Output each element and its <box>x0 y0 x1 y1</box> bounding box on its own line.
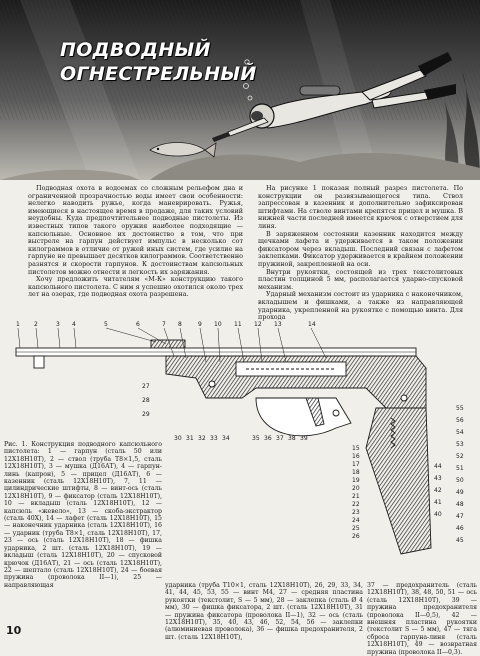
callout-label: 7 <box>162 321 166 328</box>
callout-label: 14 <box>308 321 316 328</box>
callout-label: 34 <box>222 435 230 442</box>
callout-label: 8 <box>178 321 182 328</box>
callout-label: 16 <box>352 453 360 460</box>
callout-label: 23 <box>352 509 360 516</box>
callout-label: 55 <box>456 405 464 412</box>
callout-label: 53 <box>456 441 464 448</box>
callout-label: 45 <box>456 537 464 544</box>
description-paragraph: Внутри рукоятки, состоящей из трех текстолитовых пластин толщиной 5 мм, располагается ударно-спусковой механизм. <box>258 267 463 291</box>
callout-label: 43 <box>434 475 442 482</box>
article-title <box>60 38 257 86</box>
callout-label: 26 <box>352 533 360 540</box>
title-line-2: ОГНЕСТРЕЛЬНЫЙ <box>60 63 257 85</box>
callout-label: 27 <box>142 383 150 390</box>
callout-label: 15 <box>352 445 360 452</box>
callout-label: 2 <box>34 321 38 328</box>
callout-label: 40 <box>434 511 442 518</box>
trigger-guard-shape <box>256 398 351 436</box>
callout-label: 29 <box>142 411 150 418</box>
underwater-scene-illustration <box>0 0 480 180</box>
callout-label: 33 <box>210 435 218 442</box>
figure-caption-part-3: 37 — предохранитель (сталь 12Х18Н10Т), 38, 48, 50, 51 — ось (сталь 12Х18Н10Т), 39 — пружина предохранителя (проволока II—0,5), 42 — внешняя пластина рукоятки (текстолит S — 5 мм), 47 — тяга сброса гарпуна-линя (сталь 12Х18Н10Т), 49 — возвратная пружина (проволока II—0,3). <box>367 582 477 656</box>
callout-label: 11 <box>234 321 242 328</box>
callout-label: 4 <box>72 321 76 328</box>
description-paragraph: Ударный механизм состоит из ударника с наконечником, вкладышем и фишками, а также из направляющей ударника, укрепленной на рукоятке с помощью винта. Для прохода <box>258 290 463 322</box>
callout-label: 6 <box>136 321 140 328</box>
callout-label: 13 <box>274 321 282 328</box>
callout-label: 5 <box>104 321 108 328</box>
callout-label: 12 <box>254 321 262 328</box>
title-line-1: ПОДВОДНЫЙ <box>60 39 211 61</box>
callout-label: 9 <box>198 321 202 328</box>
callout-label: 36 <box>264 435 272 442</box>
callout-label: 18 <box>352 469 360 476</box>
callout-label: 35 <box>252 435 260 442</box>
figure-caption-part-2: ударника (труба Т10×1, сталь 12Х18Н10Т), 26, 29, 33, 34, 41, 44, 45, 53, 55 — винт М4, 27 — средняя пластина рукоятки (текстолит, S — 5 мм), 28 — заклепка (сталь Ø 4 мм), 30 — фишка фиксатора, 2 шт. (сталь 12Х18Н10Т), 31 — пружина фиксатора (проволока II—1), 32 — ось (сталь 12Х18Н10Т), 35, 40, 43, 46, 52, 54, 56 — заклепки (алюминиевая проволока), 36 — фишка предохранителя, 2 шт. (сталь 12Х18Н10Т), <box>165 582 363 641</box>
grip-shape <box>366 408 431 554</box>
page-number: 10 <box>6 624 22 637</box>
callout-label: 42 <box>434 487 442 494</box>
callout-label: 52 <box>456 453 464 460</box>
callout-label: 10 <box>214 321 222 328</box>
callout-label: 24 <box>352 517 360 524</box>
description-paragraph: На рисунке 1 показан полный разрез пистолета. По конструкции он развязывающегося типа. Ствол запрессован в казенник и дополнительно зафиксирован штифтами. На стволе винтами крепятся прицел и мушка. В нижней части последней имеется крючок с отверстием для линя. <box>258 184 463 230</box>
callout-label: 3 <box>56 321 60 328</box>
callout-label: 47 <box>456 513 464 520</box>
callout-label: 56 <box>456 417 464 424</box>
callout-label: 38 <box>288 435 296 442</box>
callout-label: 1 <box>16 321 20 328</box>
callout-label: 21 <box>352 493 360 500</box>
callout-label: 39 <box>300 435 308 442</box>
callout-label: 37 <box>276 435 284 442</box>
callout-label: 50 <box>456 477 464 484</box>
callout-label: 30 <box>174 435 182 442</box>
callout-label: 51 <box>456 465 464 472</box>
intro-column <box>28 185 243 299</box>
intro-paragraph: Подводная охота в водоемах со сложным рельефом дна и ограниченной прозрачностью воды имеет свои особенности: нелегко наводить ружье, когда маневрировать. Ружья, имеющиеся в настоящее время в продаже, для таких условий неудобны. Куда предпочтительнее подводные пистолеты. Из известных типов такого оружия наиболее подходящие — капсюльные. Основное их достоинство в том, что при выстреле на гарпун действует импульс в несколько сот килограммов в отличие от ружей иных систем, где усилие на гарпуне не превышает десятков килограммов. Соответственно разнятся и скорости гарпунов. К достоинствам капсюльных пистолетов можно отнести и легкость их заряжания. <box>28 184 243 276</box>
figure-caption-part-1: Рис. 1. Конструкция подводного капсюльного пистолета: 1 — гарпун (сталь 50 или 12Х18Н10Т), 2 — ствол (труба Т8×1,5, сталь 12Х18Н10Т), 3 — мушка (Д16АТ), 4 — гарпун-линь (капрон), 5 — прицел (Д16АТ), 6 — казенник (сталь 12Х18Н10Т), 7, 11 — цилиндрические штифты, 8 — винт-ось (сталь 12Х18Н10Т), 9 — фиксатор (сталь 12Х18Н10Т), 10 — вкладыш (сталь 12Х18Н10Т), 12 — капсюль «жевело», 13 — скоба-экстрактор (сталь 40Х), 14 — лафет (сталь 12Х18Н10Т), 15 — наконечник ударника (сталь 12Х18Н10Т), 16 — ударник (труба Т8×1, сталь 12Х18Н10Т), 17, 23 — ось (сталь 12Х18Н10Т), 18 — фишка ударника, 2 шт. (сталь 12Х18Н10Т), 19 — вкладыш (сталь 12Х18Н10Т), 20 — спусковой крючок (Д16АТ), 21 — ось (сталь 12Х18Н10Т), 22 — шептало (сталь 12Х18Н10Т), 24 — боевая пружина (проволока II—1), 25 — направляющая <box>4 441 162 589</box>
callout-label: 25 <box>352 525 360 532</box>
callout-label: 31 <box>186 435 194 442</box>
callout-label: 17 <box>352 461 360 468</box>
hero-illustration <box>0 0 480 180</box>
callout-label: 48 <box>456 501 464 508</box>
callout-label: 49 <box>456 489 464 496</box>
callout-label: 20 <box>352 485 360 492</box>
description-paragraph: В заряженном состоянии казенник находится между щечками лафета и удерживается в таком положении фиксатором через вкладыш. Последний связан с лафетом заклепками. Фиксатор удерживается в крайнем положении пружиной, закрепленной на оси. <box>258 229 463 268</box>
intro-paragraph: Хочу предложить читателям «М-К» конструкцию такого капсюльного пистолета. С ним я успешно охотился около трех лет на озерах, где подводная охота разрешена. <box>28 275 243 299</box>
callout-label: 46 <box>456 525 464 532</box>
front-sight-shape <box>34 356 44 368</box>
sight-shape <box>151 340 185 348</box>
callout-label: 32 <box>198 435 206 442</box>
callout-label: 22 <box>352 501 360 508</box>
callout-label: 19 <box>352 477 360 484</box>
description-column <box>258 185 463 322</box>
callout-label: 28 <box>142 397 150 404</box>
callout-label: 44 <box>434 463 442 470</box>
callout-label: 54 <box>456 429 464 436</box>
callout-label: 41 <box>434 499 442 506</box>
